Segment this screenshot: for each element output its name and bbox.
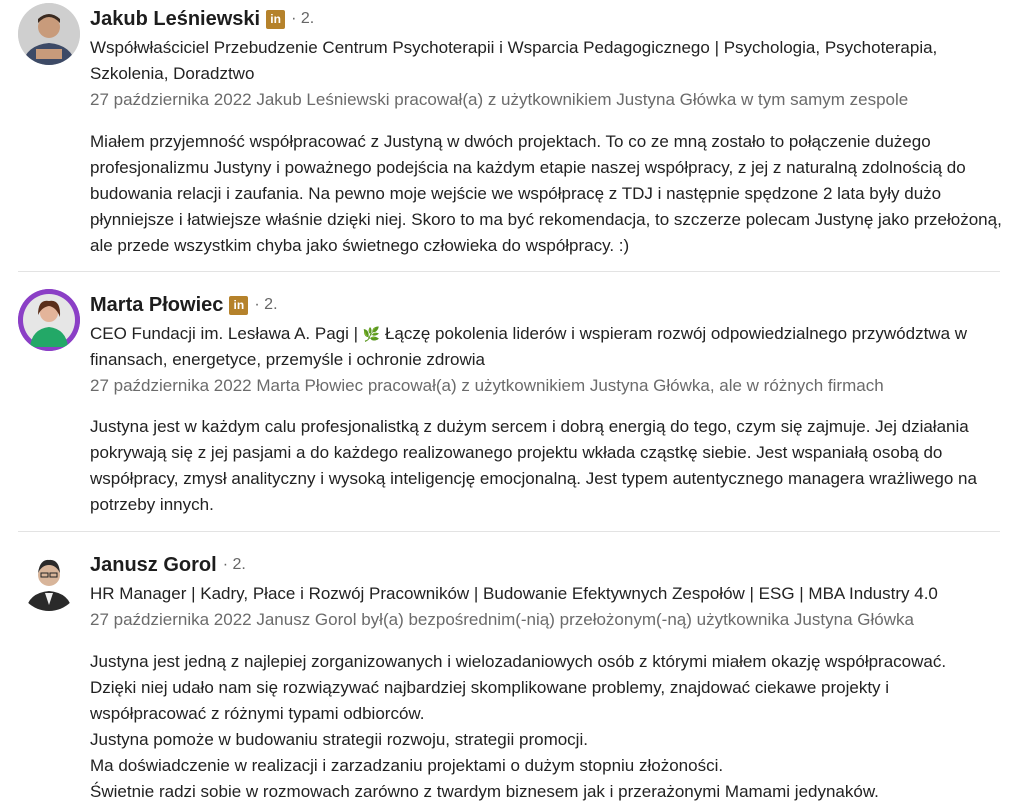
avatar[interactable] [18,289,80,351]
recommender-name[interactable]: Marta Płowiec [90,293,224,316]
recommendation-text [90,649,1008,805]
headline-part: CEO Fundacji im. Lesława A. Pagi | [90,324,359,343]
divider [18,271,1000,272]
recommender-name[interactable]: Janusz Gorol [90,553,217,576]
text-line: Dzięki niej udało nam się rozwiązywać najbardziej skomplikowane problemy, znajdować ciekawe projekty i współpracować z różnymi typami odbiorców. [90,678,890,723]
recommendation-meta: 27 października 2022 Janusz Gorol był(a) bezpośrednim(-nią) przełożonym(-ną) użytkownika Justyna Główka [90,610,914,629]
text-line: Justyna jest jedną z najlepiej zorganizowanych i wielozadaniowych osób z którymi miałem okazję współpracować. [90,652,947,671]
connection-degree: · 2. [254,296,278,313]
avatar-photo [18,289,80,351]
recommender-headline: HR Manager | Kadry, Płace i Rozwój Pracowników | Budowanie Efektywnych Zespołów | ESG | MBA Industry 4.0 [90,584,938,603]
text-line: Justyna pomoże w budowaniu strategii rozwoju, strategii promocji. [90,730,588,749]
recommendation-meta: 27 października 2022 Marta Płowiec pracował(a) z użytkownikiem Justyna Główka, ale w różnych firmach [90,376,884,395]
linkedin-premium-icon: in [266,10,285,29]
connection-degree: · 2. [291,10,315,27]
recommendation-meta: 27 października 2022 Jakub Leśniewski pracował(a) z użytkownikiem Justyna Główka w tym samym zespole [90,90,909,109]
linkedin-premium-icon: in [229,296,248,315]
recommendation-text: Miałem przyjemność współpracować z Justyną w dwóch projektach. To co ze mną zostało to połączenie dużego profesjonalizmu Justyny i poważnego podejścia na każdym etapie naszej współpracy, z jej z naturalną zdolnością do budowania relacji i zaufania. Na pewno moje wejście we współpracę z TDJ i następnie spędzone 2 lata były dużo płynniejsze i łatwiejsze właśnie dzięki niej. Skoro to ma być rekomendacja, to szczerze polecam Justynę jako przełożoną, ale przede wszystkim chyba jako świetnego człowieka do współpracy. :) [90,132,1002,255]
avatar-photo [18,3,80,65]
recommender-name[interactable]: Jakub Leśniewski [90,7,261,30]
recommendation-text: Justyna jest w każdym calu profesjonalistką z dużym sercem i dobrą energią do tego, czym się zajmuje. Jej działania pokrywają się z jej pasjami a do każdego realizowanego projektu wkłada cząstkę siebie. Jest wspaniałą osobą do współpracy, zmysł analityczny i wysoką inteligencję emocjonalną. Jest typem autentycznego managera wrażliwego na potrzeby innych. [90,417,977,514]
divider [18,531,1000,532]
recommender-headline: Współwłaściciel Przebudzenie Centrum Psychoterapii i Wsparcia Pedagogicznego | Psychologia, Psychoterapia, Szkolenia, Doradztwo [90,38,938,83]
avatar[interactable] [18,3,80,65]
text-line: Świetnie radzi sobie w rozmowach zarówno z twardym biznesem jak i przerażonymi Mamami jedynaków. [90,782,879,801]
text-line: Ma doświadczenie w realizacji i zarzadzaniu projektami o dużym stopniu złożoności. [90,756,724,775]
leaf-icon: 🌿 [362,326,381,342]
avatar[interactable] [18,549,80,611]
recommender-headline [90,321,1000,373]
connection-degree: · 2. [222,556,246,573]
avatar-photo [18,549,80,611]
headline-part: Łączę pokolenia liderów i wspieram rozwój odpowiedzialnego przywództwa w finansach, energetyce, przemyśle i ochronie zdrowia [90,324,968,369]
